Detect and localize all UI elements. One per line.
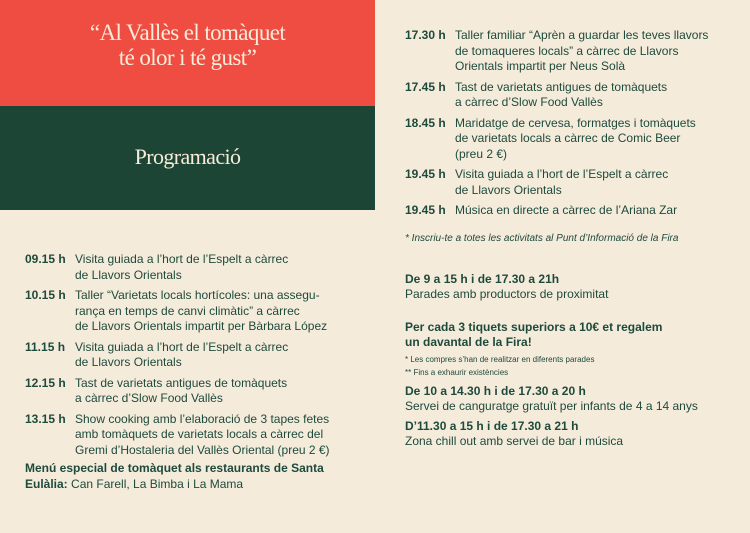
entry-line: Taller familiar “Aprèn a guardar les teves llavors bbox=[455, 28, 709, 42]
promo-line-2: un davantal de la Fira! bbox=[405, 335, 532, 349]
schedule-entry bbox=[405, 116, 740, 163]
entry-text bbox=[75, 376, 365, 407]
entry-text bbox=[455, 80, 740, 111]
entry-line: Música en directe a càrrec de l’Ariana Zar bbox=[455, 203, 678, 217]
entry-line: Orientals impartit per Neus Solà bbox=[455, 59, 626, 73]
entry-time: 10.15 h bbox=[25, 288, 66, 302]
entry-line: Visita guiada a l’hort de l’Espelt a càrrec bbox=[75, 339, 289, 354]
slogan-line-1: “Al Vallès el tomàquet bbox=[89, 20, 286, 45]
entry-line: de Llavors Orientals bbox=[455, 182, 562, 197]
entry-line: a càrrec d’Slow Food Vallès bbox=[455, 95, 603, 109]
schedule-entry bbox=[25, 340, 365, 371]
schedule-entry bbox=[25, 252, 365, 283]
entry-line: Gremi d’Hostaleria del Vallès Oriental (preu 2 €) bbox=[75, 442, 330, 457]
menu-note-line: Menú especial de tomàquet als restaurants de Santa bbox=[25, 461, 324, 475]
entry-time: 11.15 h bbox=[25, 339, 66, 354]
promo-note-2: ** Fins a exhaurir existències bbox=[405, 367, 509, 377]
childcare-info bbox=[405, 384, 740, 415]
section-banner bbox=[0, 106, 375, 210]
entry-time: 17.45 h bbox=[405, 79, 446, 94]
menu-note-line bbox=[25, 477, 365, 493]
entry-line: (preu 2 €) bbox=[455, 146, 508, 161]
entry-line: rança en temps de canvi climàtic” a càrrec bbox=[75, 303, 300, 318]
schedule-entry bbox=[25, 376, 365, 407]
stalls-info bbox=[405, 272, 740, 303]
entry-text bbox=[75, 288, 365, 335]
slogan-title bbox=[0, 20, 375, 70]
menu-special-note bbox=[25, 461, 365, 492]
entry-time: 19.45 h bbox=[405, 203, 446, 217]
morning-schedule bbox=[25, 252, 365, 492]
entry-text bbox=[455, 28, 740, 75]
signup-note: * Inscriu-te a totes les activitats al Punt d’Informació de la Fira bbox=[405, 232, 679, 244]
restaurant-list: Can Farell, La Bimba i La Mama bbox=[67, 476, 244, 491]
entry-text bbox=[75, 252, 365, 283]
chillout-desc: Zona chill out amb servei de bar i música bbox=[405, 434, 624, 448]
entry-line: Visita guiada a l’hort de l’Espelt a càrrec bbox=[75, 252, 289, 266]
schedule-entry bbox=[405, 80, 740, 111]
childcare-desc: Servei de canguratge gratuït per infants de 4 a 14 anys bbox=[405, 399, 698, 413]
schedule-entry bbox=[405, 203, 740, 219]
entry-line: Tast de varietats antigues de tomàquets bbox=[455, 79, 668, 94]
childcare-hours: De 10 a 14.30 h i de 17.30 a 20 h bbox=[405, 383, 586, 398]
chillout-info bbox=[405, 419, 740, 450]
stalls-desc: Parades amb productors de proximitat bbox=[405, 287, 609, 301]
promo-note-1: * Les compres s’han de realitzar en diferents parades bbox=[405, 354, 595, 364]
entry-line: Show cooking amb l’elaboració de 3 tapes fetes bbox=[75, 411, 330, 426]
entry-line: amb tomàquets de varietats locals a càrrec del bbox=[75, 427, 324, 441]
entry-time: 17.30 h bbox=[405, 28, 446, 42]
right-column bbox=[405, 28, 740, 450]
entry-time: 12.15 h bbox=[25, 375, 66, 390]
schedule-entry bbox=[25, 288, 365, 335]
entry-line: de Llavors Orientals impartit per Bàrbara López bbox=[75, 319, 328, 333]
schedule-entry bbox=[25, 412, 365, 459]
entry-text bbox=[75, 412, 365, 459]
entry-time: 13.15 h bbox=[25, 411, 66, 426]
entry-text bbox=[75, 340, 365, 371]
entry-line: de tomaqueres locals” a càrrec de Llavors bbox=[455, 43, 679, 58]
promo-info bbox=[405, 320, 740, 379]
schedule-entry bbox=[405, 28, 740, 75]
entry-time: 09.15 h bbox=[25, 252, 66, 266]
entry-line: Maridatge de cervesa, formatges i tomàquets bbox=[455, 115, 696, 130]
menu-note-label: Eulàlia: bbox=[25, 476, 68, 491]
entry-time: 18.45 h bbox=[405, 115, 446, 130]
slogan-banner bbox=[0, 0, 375, 106]
entry-text bbox=[455, 116, 740, 163]
promo-line-1: Per cada 3 tiquets superiors a 10€ et regalem bbox=[405, 319, 663, 334]
stalls-hours: De 9 a 15 h i de 17.30 a 21h bbox=[405, 271, 560, 286]
schedule-entry bbox=[405, 167, 740, 198]
entry-text bbox=[455, 167, 740, 198]
entry-line: de Llavors Orientals bbox=[75, 355, 182, 369]
entry-text bbox=[455, 203, 740, 219]
entry-line: de Llavors Orientals bbox=[75, 267, 182, 282]
entry-line: a càrrec d’Slow Food Vallès bbox=[75, 391, 223, 405]
slogan-line-2: té olor i té gust” bbox=[118, 45, 257, 70]
entry-time: 19.45 h bbox=[405, 167, 446, 181]
chillout-hours: D’11.30 a 15 h i de 17.30 a 21 h bbox=[405, 418, 579, 433]
section-title: Programació bbox=[134, 144, 241, 169]
entry-line: Taller “Varietats locals hortícoles: una assegu- bbox=[75, 288, 320, 302]
entry-line: de varietats locals a càrrec de Comic Beer bbox=[455, 131, 681, 145]
entry-line: Visita guiada a l’hort de l’Espelt a càrrec bbox=[455, 167, 669, 181]
entry-line: Tast de varietats antigues de tomàquets bbox=[75, 375, 288, 390]
